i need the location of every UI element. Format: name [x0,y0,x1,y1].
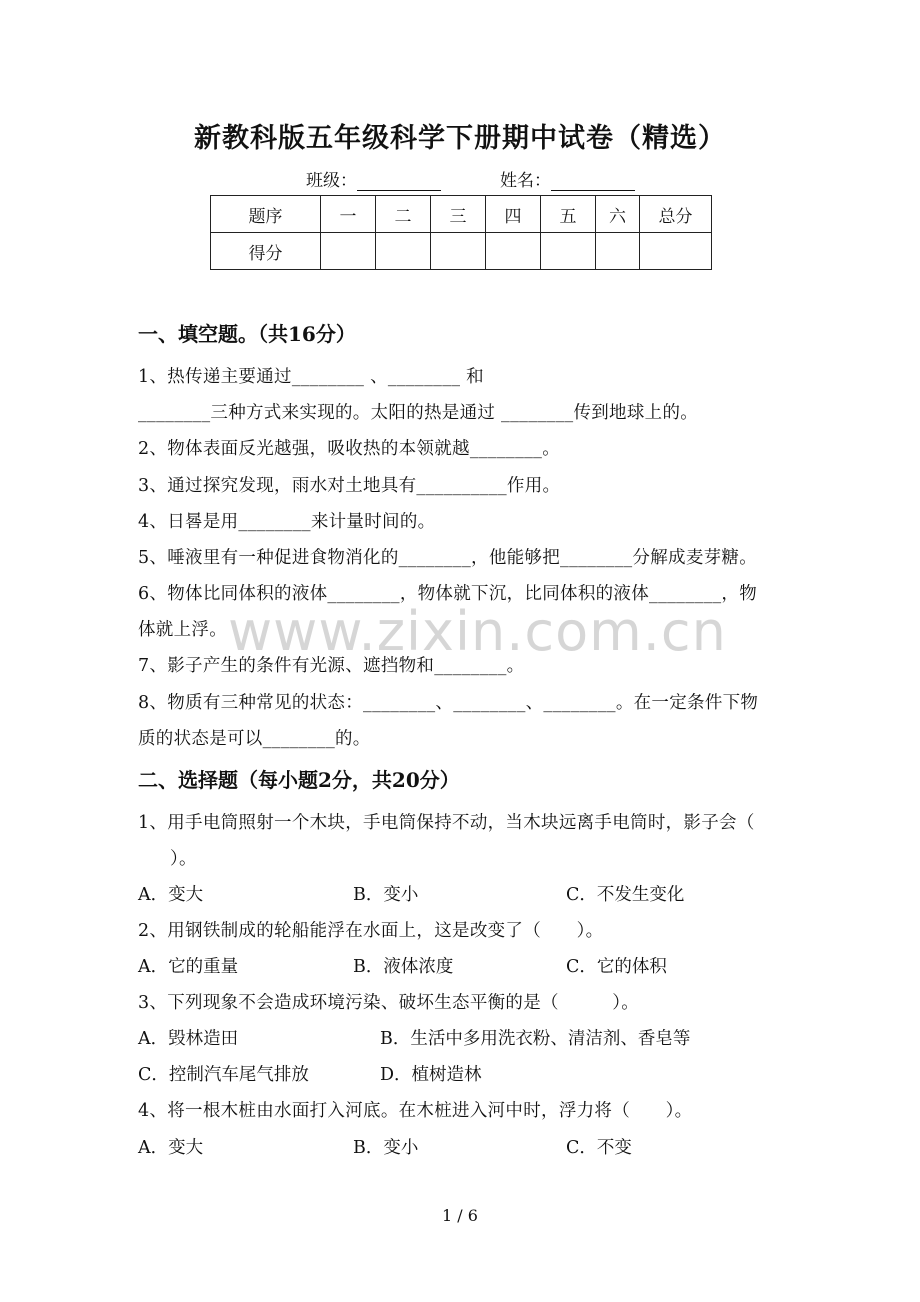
fill-question-line: 2、物体表面反光越强，吸收热的本领就越________。 [138,439,561,459]
fill-question-line: ________三种方式来实现的。太阳的热是通过 ________传到地球上的。 [138,403,699,423]
score-table-header-row [211,196,712,233]
fill-question-line: 体就上浮。 [138,620,227,640]
choice-question-3: 3、下列现象不会造成环境污染、破坏生态平衡的是（ ）。 [138,993,640,1013]
class-label: 班级： [306,171,357,191]
score-header-cell: 一 [321,196,376,233]
name-field [500,166,635,191]
option-a: A．毁林造田 [138,1029,239,1049]
option-b: B．变小 [353,1138,419,1158]
fill-question-line: 8、物质有三种常见的状态：________、________、________。在一定条件下物 [138,693,759,713]
option-c: C．控制汽车尾气排放 [138,1065,309,1085]
score-header-cell: 二 [376,196,431,233]
fill-question-line: 4、日晷是用________来计量时间的。 [138,512,436,532]
option-b: B．变小 [353,885,419,905]
score-cell [486,233,541,270]
score-row-label: 得分 [211,233,321,270]
score-header-cell: 五 [541,196,596,233]
fill-question-line: 3、通过探究发现，雨水对土地具有__________作用。 [138,476,561,496]
option-c: C．不发生变化 [566,885,685,905]
fill-question-line: 5、唾液里有一种促进食物消化的________，他能够把________分解成麦芽糖。 [138,548,758,568]
score-cell [541,233,596,270]
class-blank [357,172,441,191]
option-c: C．不变 [566,1138,632,1158]
name-label: 姓名： [500,171,551,191]
fill-question-line: 6、物体比同体积的液体________，物体就下沉，比同体积的液体________，物 [138,584,758,604]
option-a: A．变大 [138,1138,204,1158]
score-header-cell: 总分 [640,196,712,233]
option-a: A．变大 [138,885,204,905]
score-cell [640,233,712,270]
choice-question-2: 2、用钢铁制成的轮船能浮在水面上，这是改变了（ ）。 [138,921,604,941]
option-b: B．生活中多用洗衣粉、清洁剂、香皂等 [380,1029,691,1049]
score-header-cell: 六 [596,196,640,233]
fill-question-line: 质的状态是可以________的。 [138,729,371,749]
watermark: www.zixin.com.cn [228,600,727,663]
option-b: B．液体浓度 [353,957,454,977]
section-2-heading: 二、选择题（每小题2分，共20分） [138,768,460,792]
score-header-cell: 题序 [211,196,321,233]
name-blank [551,172,635,191]
choice-question-1-cont: ）。 [170,849,197,869]
score-cell [321,233,376,270]
score-cell [596,233,640,270]
page-title: 新教科版五年级科学下册期中试卷（精选） [194,123,726,154]
score-cell [376,233,431,270]
option-c: C．它的体积 [566,957,667,977]
score-header-cell: 三 [431,196,486,233]
class-field [306,166,441,191]
fill-question-line: 7、影子产生的条件有光源、遮挡物和________。 [138,656,525,676]
choice-question-4: 4、将一根木桩由水面打入河底。在木桩进入河中时，浮力将（ ）。 [138,1101,693,1121]
score-table-score-row [211,233,712,270]
score-cell [431,233,486,270]
score-header-cell: 四 [486,196,541,233]
fill-question-line: 1、热传递主要通过________ 、________ 和 [138,367,484,387]
page-number: 1 / 6 [442,1206,478,1225]
choice-question-1: 1、用手电筒照射一个木块，手电筒保持不动，当木块远离手电筒时，影子会（ [138,813,755,833]
option-a: A．它的重量 [138,957,239,977]
option-d: D．植树造林 [380,1065,482,1085]
score-table [210,195,712,270]
section-1-heading: 一、填空题。（共16分） [138,322,356,346]
